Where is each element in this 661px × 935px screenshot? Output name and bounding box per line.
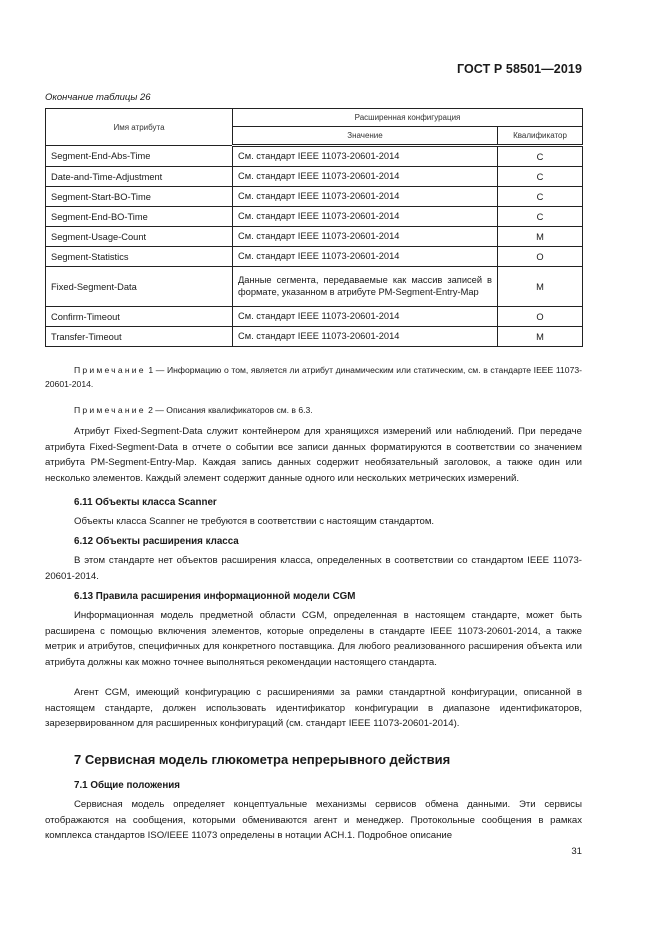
note-1 [45, 363, 582, 391]
section-6-12-text: В этом стандарте нет объектов расширения класса, определенных в соответствии со стандартом IEEE 11073-20601-2014. [45, 555, 582, 582]
header-extended-config: Расширенная конфигурация [233, 109, 583, 127]
table-row [46, 307, 583, 327]
header-qualifier: Квалификатор [498, 127, 583, 146]
attr-value: См. стандарт IEEE 11073-20601-2014 [233, 146, 498, 167]
attr-qualifier: M [498, 227, 583, 247]
table-row [46, 247, 583, 267]
attr-qualifier: C [498, 167, 583, 187]
section-heading-7-1: 7.1 Общие положения [74, 780, 181, 791]
attr-qualifier: M [498, 267, 583, 307]
attr-name: Date-and-Time-Adjustment [46, 167, 233, 187]
section-6-13-text-2: Агент CGM, имеющий конфигурацию с расширениями за рамки стандартной конфигурации, описанной в настоящем стандарте, должен использовать идентификатор конфигурации в диапазоне идентификаторов, зарезервированном для расширенных конфигураций (см. стандарт IEEE 11073-20601-2014). [45, 687, 582, 729]
attr-value: Данные сегмента, передаваемые как массив записей в формате, указанном в атрибуте PM-Segment-Entry-Map [233, 267, 498, 307]
attr-qualifier: O [498, 247, 583, 267]
header-value: Значение [233, 127, 498, 146]
attr-name: Confirm-Timeout [46, 307, 233, 327]
attr-qualifier: C [498, 187, 583, 207]
section-6-11-text: Объекты класса Scanner не требуются в соответствии с настоящим стандартом. [74, 516, 435, 527]
header-attribute-name: Имя атрибута [46, 109, 233, 146]
table-row [46, 267, 583, 307]
note-label: Примечание [74, 365, 146, 375]
section-heading-7: 7 Сервисная модель глюкометра непрерывного действия [74, 752, 451, 767]
table-row [46, 146, 583, 167]
attr-value: См. стандарт IEEE 11073-20601-2014 [233, 327, 498, 347]
section-heading-6-11: 6.11 Объекты класса Scanner [74, 497, 217, 508]
page-number: 31 [571, 846, 582, 857]
note-text: 2 — Описания квалификаторов см. в 6.3. [148, 405, 313, 415]
table-row [46, 187, 583, 207]
paragraph-fixed-segment: Атрибут Fixed-Segment-Data служит контейнером для хранящихся измерений или наблюдений. При передаче атрибута Fixed-Segment-Data в отчете о событии все записи данных форматируются в соответствии со значением атрибута PM-Segment-Entry-Map. Каждая запись данных содержит необязательный заголовок, а также один или несколько элементов. Каждый элемент содержит данные одного или нескольких метрических измерений. [45, 426, 582, 484]
attr-qualifier: C [498, 146, 583, 167]
attr-name: Segment-Usage-Count [46, 227, 233, 247]
section-heading-6-12: 6.12 Объекты расширения класса [74, 536, 239, 547]
table-row [46, 167, 583, 187]
attr-value: См. стандарт IEEE 11073-20601-2014 [233, 227, 498, 247]
attr-qualifier: M [498, 327, 583, 347]
attr-name: Fixed-Segment-Data [46, 267, 233, 307]
attr-value: См. стандарт IEEE 11073-20601-2014 [233, 167, 498, 187]
attr-qualifier: C [498, 207, 583, 227]
attr-name: Transfer-Timeout [46, 327, 233, 347]
section-heading-6-13: 6.13 Правила расширения информационной модели CGM [74, 591, 356, 602]
attr-qualifier: O [498, 307, 583, 327]
standard-code: ГОСТ Р 58501—2019 [456, 62, 582, 76]
table-row [46, 327, 583, 347]
attr-name: Segment-Statistics [46, 247, 233, 267]
note-2 [45, 403, 582, 417]
attribute-table [45, 108, 583, 347]
attr-value: См. стандарт IEEE 11073-20601-2014 [233, 307, 498, 327]
table-row [46, 207, 583, 227]
attr-name: Segment-End-BO-Time [46, 207, 233, 227]
section-6-13-text-1: Информационная модель предметной области CGM, определенная в настоящем стандарте, может быть расширена с помощью включения элементов, которые определены в стандарте IEEE 11073-20601-2014, а также метрик и атрибутов, специфичных для конкретного поставщика. Для любого реализованного расширения объекта или атрибута должны как можно точнее выполняться рекомендации настоящего стандарта. [45, 610, 582, 668]
note-text: 1 — Информацию о том, является ли атрибут динамическим или статическим, см. в стандарте IEEE 11073-20601-2014. [45, 365, 582, 389]
table-caption: Окончание таблицы 26 [45, 92, 151, 103]
section-7-1-text: Сервисная модель определяет концептуальные механизмы сервисов обмена данными. Эти сервисы отображаются на сообщения, которыми обмениваются агент и менеджер. Протокольные сообщения в рамках комплекса стандартов ISO/IEEE 11073 определены в нотации ACH.1. Подробное описание [45, 799, 582, 841]
attr-name: Segment-Start-BO-Time [46, 187, 233, 207]
attr-value: См. стандарт IEEE 11073-20601-2014 [233, 207, 498, 227]
note-label: Примечание [74, 405, 146, 415]
attr-name: Segment-End-Abs-Time [46, 146, 233, 167]
table-row [46, 227, 583, 247]
attr-value: См. стандарт IEEE 11073-20601-2014 [233, 247, 498, 267]
attr-value: См. стандарт IEEE 11073-20601-2014 [233, 187, 498, 207]
